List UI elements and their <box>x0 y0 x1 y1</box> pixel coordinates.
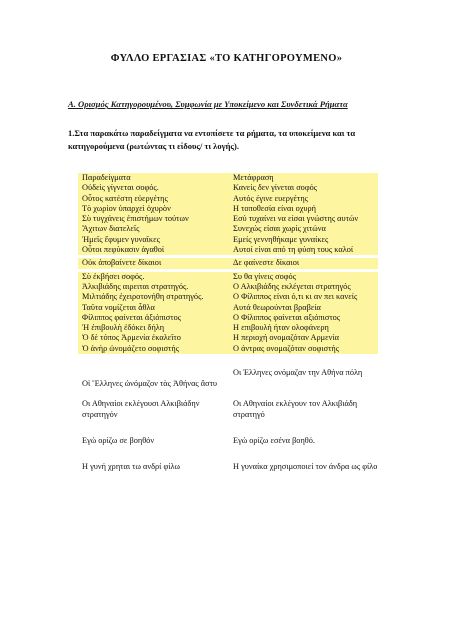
translation-cell: Αυτά θεωρούνται βραβεία <box>233 302 321 312</box>
translation-cell: Αυτοί είναι από τη φύση τους καλοί <box>233 245 354 255</box>
greek-cell: Οὗτος κατέστη εὐεργέτης <box>82 193 168 203</box>
table-row <box>78 258 378 268</box>
header-examples: Παραδείγματα <box>82 173 131 182</box>
greek-cell: Ὁ ἀνὴρ ὠνομάζετο σοφιστής <box>82 343 179 353</box>
table-row <box>78 399 378 420</box>
table-row <box>78 462 378 472</box>
greek-cell: Φίλιππος φαίνεται ἀξιόπιστος <box>82 312 182 322</box>
greek-cell: Μιλτιάδης ἐχειροτονήθη στρατηγός. <box>82 292 204 302</box>
translation-cell: Ο Αλκιβιάδης εκλέγεται στρατηγός <box>233 281 351 291</box>
greek-cell: Ὁ δὲ τόπος Ἀρμενία ἐκαλεῖτο <box>82 333 181 343</box>
exercise-instruction: 1.Στα παρακάτω παραδείγματα να εντοπίσετε τα ρήματα, τα υποκείμενα και τα κατηγορούμενα (ρωτώντας τι είδους/ τι λογής). <box>68 128 356 151</box>
greek-cell: Ταῦτα νομίζεται ἆθλα <box>82 302 155 312</box>
table-row <box>78 235 378 245</box>
greek-cell: Εγώ ορίζω σε βοηθόν <box>82 435 155 445</box>
translation-cell: Εσύ τυχαίνει να είσαι γνώστης αυτών <box>233 214 359 224</box>
table-row <box>78 214 378 224</box>
table-row <box>78 183 378 193</box>
table-row <box>78 282 378 292</box>
translation-cell: Ο άντρας ονομαζόταν σοφιστής <box>233 343 340 353</box>
table-row <box>78 368 378 389</box>
translation-cell: Η γυναίκα χρησιμοποιεί τον άνδρα ως φίλο <box>233 462 378 472</box>
table-row <box>78 323 378 333</box>
greek-cell: Οὐδεὶς γίγνεται σοφός. <box>82 183 159 193</box>
translation-cell: Δε φαίνεστε δίκαιοι <box>233 258 300 268</box>
translation-cell: Η τοποθεσία είναι οχυρή <box>233 203 317 213</box>
table-header-row <box>78 173 378 183</box>
translation-cell: Η περιοχή ονομαζόταν Αρμενία <box>233 333 339 343</box>
translation-cell: Αυτός έγινε ευεργέτης <box>233 193 308 203</box>
translation-cell: Οι Έλληνες ονόμαζαν την Αθήνα πόλη <box>233 368 363 378</box>
greek-cell: Οι Αθηναίοι εκλέγουσι Αλκιβιάδην στρατηγόν <box>82 399 200 419</box>
translation-cell: Συ θα γίνεις σοφός <box>233 271 296 281</box>
page-title: ΦΥΛΛΟ ΕΡΓΑΣΙΑΣ «ΤΟ ΚΑΤΗΓΟΡΟΥΜΕΝΟ» <box>110 53 343 64</box>
greek-cell: Οὗτοι πεφύκασιν ἀγαθοί <box>82 245 165 255</box>
greek-cell: Σὺ τυγχάνεις ἐπιστήμων τούτων <box>82 214 189 224</box>
table-row <box>78 292 378 302</box>
translation-cell: Η επιβουλή ήταν ολοφάνερη <box>233 323 329 333</box>
translation-cell: Ο Φίλιππος φαίνεται αξιόπιστος <box>233 312 341 322</box>
table-row <box>78 303 378 313</box>
translation-cell: Συνεχώς είσαι χωρίς χιτώνα <box>233 224 326 234</box>
translation-cell: Οι Αθηναίοι εκλέγουν τον Αλκιβιάδη στρατηγό <box>233 399 358 419</box>
section-heading: Α. Ορισμός Κατηγορουμένου, Συμφωνία με Υποκείμενο και Συνδετικά Ρήματα <box>68 99 348 109</box>
greek-cell: Οὐκ ἀποβαίνετε δίκαιοι <box>82 258 162 268</box>
greek-cell: Ἡμεῖς ἔφυμεν γυναῖκες <box>82 234 160 244</box>
translation-cell: Εγώ ορίζω εσένα βοηθό. <box>233 435 315 445</box>
translation-cell: Ο Φίλιππος είναι ό,τι κι αν πει κανείς <box>233 292 358 302</box>
greek-cell: Σὺ ἐκβήσει σοφός. <box>82 271 145 281</box>
table-row <box>78 224 378 234</box>
table-row <box>78 436 378 446</box>
table-row <box>78 194 378 204</box>
greek-cell: Ἄχιτων διατελεῖς <box>82 224 140 234</box>
translation-cell: Κανείς δεν γίνεται σοφός <box>233 183 318 193</box>
greek-cell: Τὸ χωρίον ὑπαρχεὶ ὀχυρὸν <box>82 203 171 213</box>
header-translation: Μετάφραση <box>233 173 274 182</box>
table-row <box>78 333 378 343</box>
table-row <box>78 245 378 255</box>
table-row <box>78 344 378 354</box>
greek-cell: Η γυνή χρηται τω ανδρί φίλω <box>82 462 180 472</box>
greek-cell: Ἡ ἐπιβουλὴ ἐδόκει δήλη <box>82 323 165 333</box>
table-row <box>78 272 378 282</box>
table-row <box>78 313 378 323</box>
translation-cell: Εμείς γεννηθήκαμε γυναίκες <box>233 234 329 244</box>
examples-table <box>78 173 378 473</box>
greek-cell: Ἀλκιβιάδης αιρειται στρατηγός. <box>82 281 189 291</box>
greek-cell: Οἱ Ἕλληνες ὠνόμαζον τὰς Ἀθήνας ἄστυ <box>82 379 218 389</box>
table-row <box>78 204 378 214</box>
